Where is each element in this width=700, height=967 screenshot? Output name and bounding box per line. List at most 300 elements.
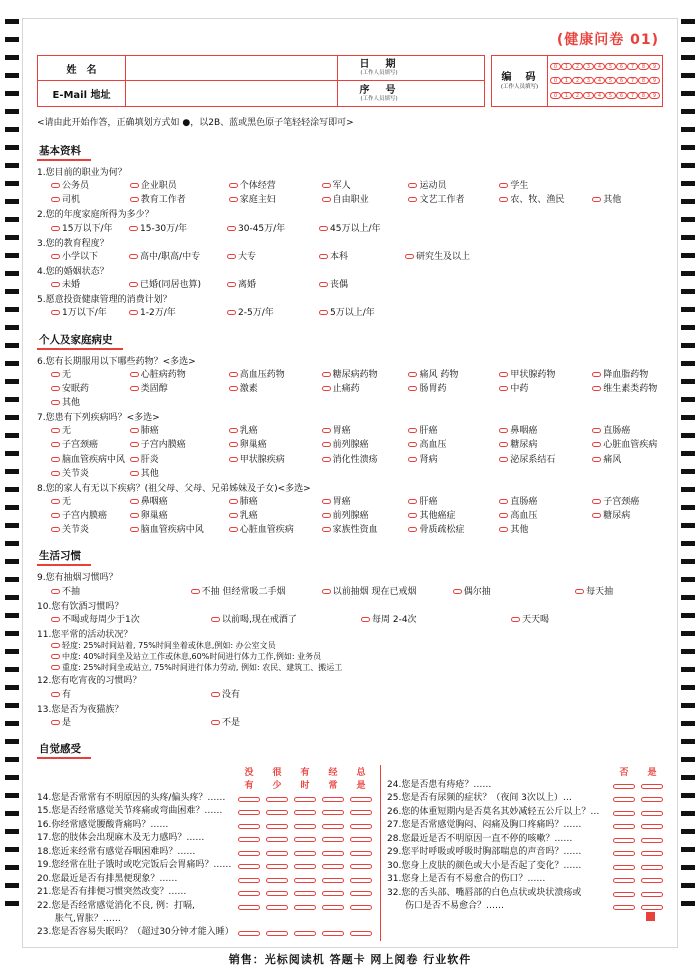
option-bubble[interactable]	[322, 457, 331, 462]
option-bubble[interactable]	[227, 282, 236, 287]
option-bubble[interactable]	[130, 372, 139, 377]
option-cell[interactable]	[130, 193, 229, 207]
option-cell[interactable]	[51, 585, 191, 599]
option-cell[interactable]	[229, 453, 322, 467]
option-bubble[interactable]	[129, 310, 138, 315]
feeling-bubble-cell[interactable]	[322, 876, 344, 886]
option-bubble[interactable]	[211, 720, 220, 725]
feeling-bubbles[interactable]	[238, 847, 372, 859]
option-bubble[interactable]	[51, 442, 60, 447]
feeling-bubble-cell[interactable]	[294, 822, 316, 832]
option-cell[interactable]	[499, 509, 592, 523]
option-bubble[interactable]	[130, 183, 139, 188]
option-cell[interactable]	[129, 278, 227, 292]
feeling-bubble-cell[interactable]	[238, 849, 260, 859]
option-bubble[interactable]	[592, 457, 601, 462]
option-bubble[interactable]	[238, 797, 260, 802]
option-cell[interactable]	[408, 453, 499, 467]
option-bubble[interactable]	[322, 527, 331, 532]
option-bubble[interactable]	[238, 905, 260, 910]
option-bubble[interactable]	[294, 905, 316, 910]
option-bubble[interactable]	[322, 589, 331, 594]
code-bubble[interactable]: 6	[616, 92, 627, 99]
option-bubble[interactable]	[294, 837, 316, 842]
option-bubble[interactable]	[350, 810, 372, 815]
option-cell[interactable]	[319, 222, 405, 236]
option-cell[interactable]	[129, 306, 227, 320]
option-bubble[interactable]	[51, 513, 60, 518]
option-cell[interactable]	[408, 179, 499, 193]
code-bubble[interactable]: 0	[550, 92, 561, 99]
feeling-bubbles[interactable]	[238, 860, 372, 872]
option-bubble[interactable]	[499, 183, 508, 188]
option-bubble[interactable]	[350, 837, 372, 842]
feeling-bubble-cell[interactable]	[322, 862, 344, 872]
option-bubble[interactable]	[229, 372, 238, 377]
date-input[interactable]	[420, 56, 484, 80]
option-cell[interactable]	[322, 523, 409, 537]
feeling-bubbles[interactable]	[613, 888, 663, 900]
option-bubble[interactable]	[499, 513, 508, 518]
option-cell[interactable]	[322, 179, 409, 193]
option-bubble[interactable]	[227, 310, 236, 315]
option-bubble[interactable]	[408, 372, 417, 377]
email-input[interactable]	[126, 81, 338, 106]
code-bubble[interactable]: 6	[616, 63, 627, 70]
option-cell[interactable]	[51, 250, 129, 264]
option-cell[interactable]	[322, 585, 453, 599]
feeling-bubble-cell[interactable]	[266, 929, 288, 939]
option-cell[interactable]	[322, 368, 409, 382]
feeling-bubble-cell[interactable]	[350, 903, 372, 913]
option-bubble[interactable]	[51, 183, 60, 188]
feeling-bubble-cell[interactable]	[350, 862, 372, 872]
option-bubble[interactable]	[266, 824, 288, 829]
code-bubble[interactable]: 8	[638, 77, 649, 84]
option-cell[interactable]	[361, 613, 511, 627]
option-cell[interactable]	[51, 382, 130, 396]
option-bubble[interactable]	[51, 471, 60, 476]
feeling-bubbles[interactable]	[613, 807, 663, 819]
option-cell[interactable]	[129, 222, 227, 236]
option-cell[interactable]	[592, 424, 663, 438]
feeling-bubble-cell[interactable]	[266, 835, 288, 845]
option-cell[interactable]	[592, 368, 663, 382]
feeling-bubble-cell[interactable]	[294, 795, 316, 805]
feeling-bubble-cell[interactable]	[641, 876, 663, 886]
option-cell[interactable]	[130, 509, 229, 523]
option-cell[interactable]	[51, 278, 129, 292]
option-bubble[interactable]	[130, 457, 139, 462]
option-cell[interactable]	[191, 585, 322, 599]
option-bubble[interactable]	[238, 824, 260, 829]
option-cell[interactable]	[51, 193, 130, 207]
feeling-bubble-cell[interactable]	[641, 782, 663, 792]
option-cell[interactable]	[130, 368, 229, 382]
option-bubble[interactable]	[322, 442, 331, 447]
option-bubble[interactable]	[322, 428, 331, 433]
option-bubble[interactable]	[319, 310, 328, 315]
option-bubble[interactable]	[51, 457, 60, 462]
option-bubble[interactable]	[294, 931, 316, 936]
option-bubble[interactable]	[130, 527, 139, 532]
option-bubble[interactable]	[227, 254, 236, 259]
option-cell[interactable]	[408, 193, 499, 207]
option-cell[interactable]	[322, 453, 409, 467]
feeling-bubble-cell[interactable]	[613, 863, 635, 873]
option-bubble[interactable]	[350, 864, 372, 869]
option-bubble[interactable]	[322, 824, 344, 829]
option-cell[interactable]	[229, 193, 322, 207]
option-cell[interactable]	[51, 453, 130, 467]
feeling-bubble-cell[interactable]	[238, 929, 260, 939]
option-cell[interactable]	[322, 495, 409, 509]
feeling-bubble-cell[interactable]	[322, 795, 344, 805]
option-bubble[interactable]	[51, 254, 60, 259]
option-bubble[interactable]	[322, 513, 331, 518]
feeling-bubble-cell[interactable]	[641, 822, 663, 832]
option-cell[interactable]	[229, 424, 322, 438]
code-bubble[interactable]: 6	[616, 77, 627, 84]
feeling-bubble-cell[interactable]	[322, 889, 344, 899]
option-bubble[interactable]	[641, 784, 663, 789]
option-cell[interactable]	[211, 716, 361, 730]
option-bubble[interactable]	[350, 851, 372, 856]
option-cell[interactable]	[51, 509, 130, 523]
option-cell[interactable]	[51, 306, 129, 320]
feeling-bubble-cell[interactable]	[641, 795, 663, 805]
code-bubble[interactable]: 2	[572, 77, 583, 84]
option-bubble[interactable]	[350, 905, 372, 910]
option-bubble[interactable]	[238, 810, 260, 815]
feeling-bubble-cell[interactable]	[613, 903, 635, 913]
option-cell[interactable]	[227, 278, 319, 292]
option-bubble[interactable]	[408, 513, 417, 518]
option-bubble[interactable]	[238, 864, 260, 869]
feeling-bubble-cell[interactable]	[294, 835, 316, 845]
feeling-bubble-cell[interactable]	[238, 808, 260, 818]
question-subtext[interactable]	[37, 652, 663, 663]
option-bubble[interactable]	[405, 254, 414, 259]
code-bubble[interactable]: 4	[594, 77, 605, 84]
option-bubble[interactable]	[129, 254, 138, 259]
option-bubble[interactable]	[322, 183, 331, 188]
option-cell[interactable]	[405, 250, 495, 264]
option-bubble[interactable]	[499, 499, 508, 504]
option-bubble[interactable]	[613, 797, 635, 802]
option-bubble[interactable]	[613, 851, 635, 856]
feeling-bubble-cell[interactable]	[613, 836, 635, 846]
option-bubble[interactable]	[322, 372, 331, 377]
code-bubble[interactable]: 2	[572, 92, 583, 99]
option-cell[interactable]	[51, 222, 129, 236]
option-cell[interactable]	[130, 495, 229, 509]
feeling-bubble-cell[interactable]	[641, 890, 663, 900]
feeling-bubble-cell[interactable]	[294, 876, 316, 886]
feeling-bubble-cell[interactable]	[266, 822, 288, 832]
feeling-bubble-cell[interactable]	[350, 835, 372, 845]
option-bubble[interactable]	[211, 617, 220, 622]
option-bubble[interactable]	[211, 692, 220, 697]
option-bubble[interactable]	[266, 864, 288, 869]
code-bubble[interactable]: 0	[550, 63, 561, 70]
option-cell[interactable]	[499, 424, 592, 438]
option-cell[interactable]	[499, 453, 592, 467]
option-bubble[interactable]	[51, 643, 60, 648]
option-cell[interactable]	[130, 179, 229, 193]
option-cell[interactable]	[229, 509, 322, 523]
option-bubble[interactable]	[350, 878, 372, 883]
option-bubble[interactable]	[350, 931, 372, 936]
option-bubble[interactable]	[130, 442, 139, 447]
code-bubble[interactable]: 4	[594, 92, 605, 99]
feeling-bubble-cell[interactable]	[322, 903, 344, 913]
code-bubble[interactable]: 9	[649, 77, 660, 84]
option-bubble[interactable]	[229, 499, 238, 504]
code-bubble[interactable]: 5	[605, 63, 616, 70]
option-bubble[interactable]	[229, 457, 238, 462]
name-input[interactable]	[126, 56, 338, 80]
option-bubble[interactable]	[592, 499, 601, 504]
feeling-bubble-cell[interactable]	[294, 903, 316, 913]
option-cell[interactable]	[229, 438, 322, 452]
feeling-bubble-cell[interactable]	[294, 862, 316, 872]
option-bubble[interactable]	[592, 372, 601, 377]
option-bubble[interactable]	[641, 851, 663, 856]
option-bubble[interactable]	[229, 513, 238, 518]
option-bubble[interactable]	[238, 891, 260, 896]
option-cell[interactable]	[130, 438, 229, 452]
option-cell[interactable]	[408, 495, 499, 509]
option-cell[interactable]	[453, 585, 575, 599]
option-bubble[interactable]	[191, 589, 200, 594]
option-bubble[interactable]	[322, 864, 344, 869]
option-bubble[interactable]	[641, 865, 663, 870]
option-cell[interactable]	[408, 509, 499, 523]
code-bubble[interactable]: 7	[627, 92, 638, 99]
option-bubble[interactable]	[592, 442, 601, 447]
feeling-bubble-cell[interactable]	[322, 835, 344, 845]
option-cell[interactable]	[499, 523, 592, 537]
option-bubble[interactable]	[641, 892, 663, 897]
option-bubble[interactable]	[51, 400, 60, 405]
option-bubble[interactable]	[130, 386, 139, 391]
option-bubble[interactable]	[408, 428, 417, 433]
feeling-bubble-cell[interactable]	[238, 889, 260, 899]
option-cell[interactable]	[211, 613, 361, 627]
option-bubble[interactable]	[408, 386, 417, 391]
option-bubble[interactable]	[499, 386, 508, 391]
option-bubble[interactable]	[51, 589, 60, 594]
option-bubble[interactable]	[229, 386, 238, 391]
option-bubble[interactable]	[229, 442, 238, 447]
option-bubble[interactable]	[613, 865, 635, 870]
feeling-bubble-cell[interactable]	[613, 795, 635, 805]
option-bubble[interactable]	[408, 183, 417, 188]
option-bubble[interactable]	[641, 878, 663, 883]
feeling-bubble-cell[interactable]	[266, 889, 288, 899]
option-bubble[interactable]	[266, 905, 288, 910]
option-bubble[interactable]	[613, 892, 635, 897]
feeling-bubble-cell[interactable]	[350, 929, 372, 939]
feeling-bubble-cell[interactable]	[266, 862, 288, 872]
code-bubble[interactable]: 8	[638, 63, 649, 70]
option-cell[interactable]	[51, 438, 130, 452]
option-bubble[interactable]	[238, 837, 260, 842]
feeling-bubbles[interactable]	[613, 874, 663, 886]
feeling-bubble-cell[interactable]	[238, 903, 260, 913]
option-bubble[interactable]	[499, 442, 508, 447]
feeling-bubbles[interactable]	[238, 927, 372, 939]
feeling-bubbles[interactable]	[238, 887, 372, 899]
feeling-bubble-cell[interactable]	[294, 889, 316, 899]
option-bubble[interactable]	[294, 864, 316, 869]
option-cell[interactable]	[322, 509, 409, 523]
option-cell[interactable]	[408, 424, 499, 438]
option-bubble[interactable]	[266, 891, 288, 896]
option-bubble[interactable]	[294, 810, 316, 815]
option-bubble[interactable]	[641, 797, 663, 802]
feeling-bubble-cell[interactable]	[238, 822, 260, 832]
option-bubble[interactable]	[613, 811, 635, 816]
code-bubble[interactable]: 1	[561, 63, 572, 70]
option-bubble[interactable]	[511, 617, 520, 622]
option-bubble[interactable]	[322, 905, 344, 910]
option-bubble[interactable]	[229, 197, 238, 202]
option-cell[interactable]	[499, 382, 592, 396]
option-bubble[interactable]	[227, 226, 236, 231]
feeling-bubble-cell[interactable]	[266, 903, 288, 913]
option-cell[interactable]	[322, 424, 409, 438]
feeling-bubble-cell[interactable]	[266, 849, 288, 859]
option-bubble[interactable]	[129, 282, 138, 287]
option-cell[interactable]	[322, 382, 409, 396]
option-bubble[interactable]	[592, 428, 601, 433]
option-cell[interactable]	[319, 306, 405, 320]
option-bubble[interactable]	[613, 878, 635, 883]
option-bubble[interactable]	[51, 386, 60, 391]
option-bubble[interactable]	[322, 851, 344, 856]
option-bubble[interactable]	[641, 811, 663, 816]
feeling-bubble-cell[interactable]	[322, 822, 344, 832]
option-bubble[interactable]	[322, 810, 344, 815]
feeling-bubble-cell[interactable]	[322, 929, 344, 939]
option-bubble[interactable]	[129, 226, 138, 231]
feeling-bubble-cell[interactable]	[322, 808, 344, 818]
option-bubble[interactable]	[350, 891, 372, 896]
feeling-bubble-cell[interactable]	[350, 876, 372, 886]
code-bubble[interactable]: 7	[627, 77, 638, 84]
option-bubble[interactable]	[499, 527, 508, 532]
option-cell[interactable]	[51, 179, 130, 193]
option-cell[interactable]	[229, 495, 322, 509]
option-cell[interactable]	[51, 467, 130, 481]
option-cell[interactable]	[592, 453, 663, 467]
feeling-bubble-cell[interactable]	[613, 822, 635, 832]
feeling-bubble-cell[interactable]	[613, 890, 635, 900]
option-cell[interactable]	[408, 368, 499, 382]
option-bubble[interactable]	[51, 282, 60, 287]
option-bubble[interactable]	[51, 197, 60, 202]
option-cell[interactable]	[227, 250, 319, 264]
option-bubble[interactable]	[613, 905, 635, 910]
question-subtext[interactable]	[37, 663, 663, 674]
option-bubble[interactable]	[51, 499, 60, 504]
option-cell[interactable]	[51, 716, 211, 730]
option-cell[interactable]	[51, 688, 211, 702]
option-bubble[interactable]	[294, 878, 316, 883]
option-bubble[interactable]	[130, 197, 139, 202]
option-bubble[interactable]	[51, 226, 60, 231]
code-bubble-row[interactable]	[550, 77, 660, 84]
option-cell[interactable]	[130, 467, 229, 481]
option-bubble[interactable]	[322, 386, 331, 391]
feeling-bubble-cell[interactable]	[238, 795, 260, 805]
option-cell[interactable]	[229, 523, 322, 537]
option-bubble[interactable]	[266, 837, 288, 842]
code-bubble-grid[interactable]	[548, 56, 662, 106]
feeling-bubble-cell[interactable]	[350, 808, 372, 818]
option-cell[interactable]	[51, 523, 130, 537]
code-bubble[interactable]: 3	[583, 77, 594, 84]
option-cell[interactable]	[499, 193, 592, 207]
code-bubble[interactable]: 9	[649, 92, 660, 99]
option-bubble[interactable]	[130, 499, 139, 504]
code-bubble[interactable]: 0	[550, 77, 561, 84]
option-bubble[interactable]	[51, 654, 60, 659]
feeling-bubble-cell[interactable]	[350, 822, 372, 832]
feeling-bubble-cell[interactable]	[641, 836, 663, 846]
option-bubble[interactable]	[294, 891, 316, 896]
option-bubble[interactable]	[350, 824, 372, 829]
code-bubble[interactable]: 3	[583, 63, 594, 70]
feeling-bubble-cell[interactable]	[294, 849, 316, 859]
option-cell[interactable]	[408, 438, 499, 452]
feeling-bubble-cell[interactable]	[294, 929, 316, 939]
option-cell[interactable]	[229, 179, 322, 193]
option-bubble[interactable]	[294, 797, 316, 802]
option-cell[interactable]	[129, 250, 227, 264]
option-bubble[interactable]	[130, 513, 139, 518]
option-bubble[interactable]	[319, 254, 328, 259]
code-bubble[interactable]: 4	[594, 63, 605, 70]
option-cell[interactable]	[499, 368, 592, 382]
option-bubble[interactable]	[294, 824, 316, 829]
feeling-bubbles[interactable]	[613, 820, 663, 832]
option-bubble[interactable]	[408, 197, 417, 202]
option-bubble[interactable]	[408, 527, 417, 532]
option-bubble[interactable]	[322, 499, 331, 504]
code-bubble[interactable]: 7	[627, 63, 638, 70]
feeling-bubble-cell[interactable]	[238, 876, 260, 886]
feeling-bubbles[interactable]	[613, 780, 663, 792]
option-bubble[interactable]	[238, 931, 260, 936]
option-bubble[interactable]	[613, 824, 635, 829]
feeling-bubbles[interactable]	[238, 901, 372, 913]
option-bubble[interactable]	[641, 905, 663, 910]
option-bubble[interactable]	[499, 457, 508, 462]
option-bubble[interactable]	[408, 499, 417, 504]
feeling-bubble-cell[interactable]	[322, 849, 344, 859]
code-bubble[interactable]: 8	[638, 92, 649, 99]
option-cell[interactable]	[229, 382, 322, 396]
option-bubble[interactable]	[130, 428, 139, 433]
option-bubble[interactable]	[266, 878, 288, 883]
option-cell[interactable]	[229, 368, 322, 382]
code-bubble[interactable]: 3	[583, 92, 594, 99]
option-cell[interactable]	[408, 382, 499, 396]
option-bubble[interactable]	[322, 931, 344, 936]
